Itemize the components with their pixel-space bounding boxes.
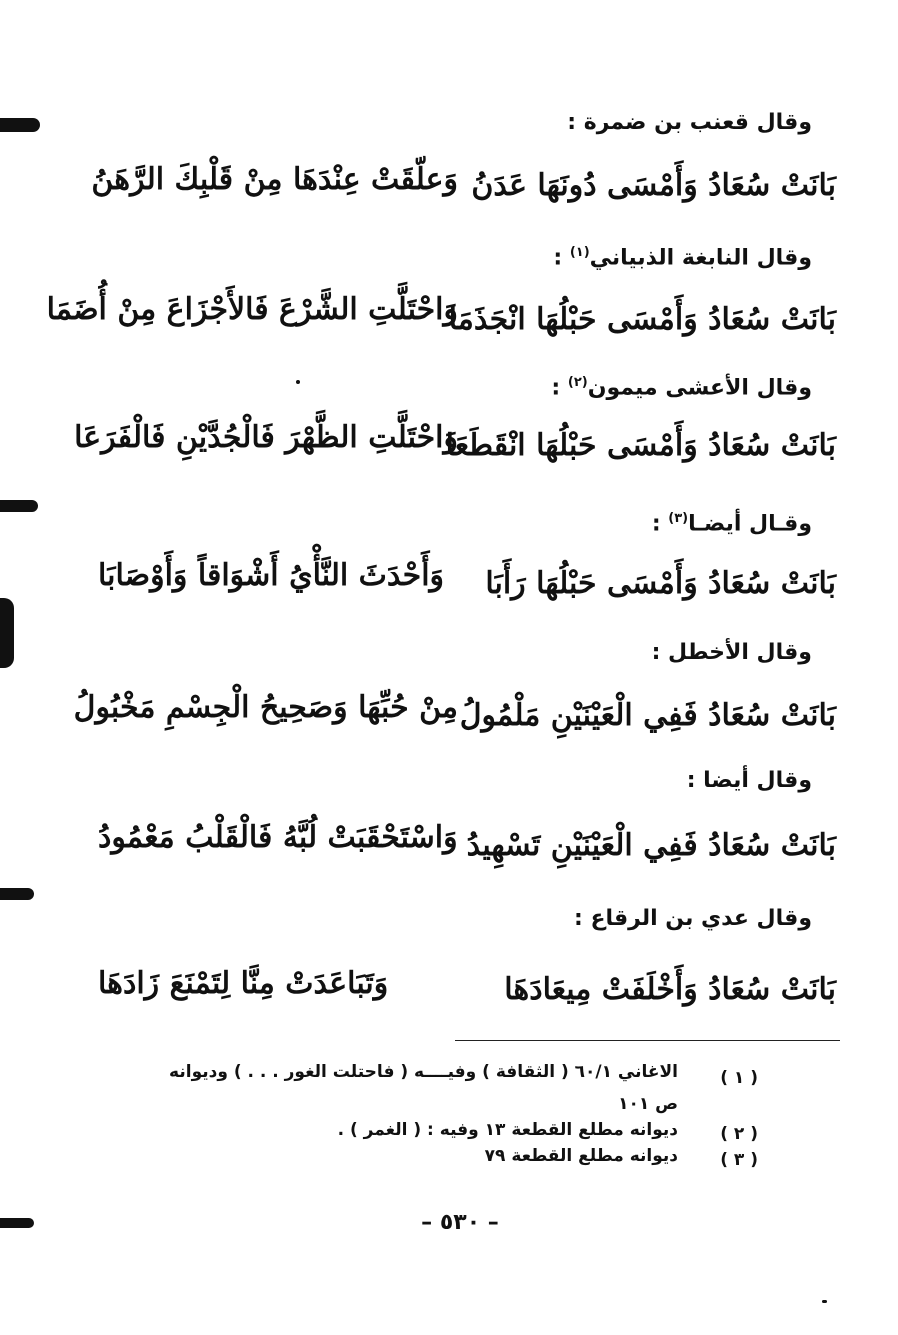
intro-text: وقال عدي بن الرقاع : — [573, 906, 812, 931]
scan-edge-mark — [0, 598, 14, 668]
poet-intro — [292, 766, 812, 796]
intro-colon: : — [553, 245, 570, 271]
scan-edge-mark — [0, 1218, 34, 1228]
footnote-ref: (٢) — [567, 375, 588, 390]
scan-edge-mark — [0, 888, 34, 900]
footnote-text: الاغاني ٦٠/١ ( الثقافة ) وفيــــه ( فاحتلت الغور . . . ) وديوانه — [169, 1062, 678, 1082]
verse-second-hemistich: مِنْ حُبِّهَا وَصَحِيحُ الْجِسْمِ مَخْبُولُ — [73, 690, 458, 725]
verse-second-hemistich: وَتَبَاعَدَتْ مِنَّا لِتَمْنَعَ زَادَهَا — [98, 966, 389, 1001]
verse-second-hemistich: وَاحْتَلَّتِ الشَّرْعَ فَالأَجْزَاعَ مِنْ أُضَمَا — [46, 292, 458, 327]
intro-text: وقال قعنب بن ضمرة : — [567, 110, 812, 135]
verse-second-hemistich: وَاحْتَلَّتِ الظَّهْرَ فَالْجُدَّيْنِ فَالْفَرَعَا — [74, 420, 458, 455]
footnote-continuation: ص ١٠١ — [618, 1094, 678, 1114]
footnote-text: ديوانه مطلع القطعة ٧٩ — [484, 1146, 678, 1166]
intro-text: وقال الأعشى ميمون — [587, 375, 812, 401]
verse-first-hemistich: بَانَتْ سُعَادُ فَفِي الْعَيْنَيْنِ مَلْمُولُ — [459, 698, 836, 733]
intro-text: وقال النابغة الذبياني — [589, 245, 812, 271]
verse-second-hemistich: وَعلّقَتْ عِنْدَهَا مِنْ قَلْبِكَ الرَّهَنُ — [91, 162, 458, 197]
intro-colon: : — [551, 375, 568, 401]
poet-intro — [292, 504, 812, 539]
footnote-ref: (١) — [569, 245, 590, 260]
poet-intro — [292, 904, 812, 934]
verse-first-hemistich: بَانَتْ سُعَادُ وَأَمْسَى حَبْلُهَا انْجَذَمَا — [448, 302, 836, 337]
scan-edge-mark — [0, 118, 40, 132]
verse-first-hemistich: بَانَتْ سُعَادُ وَأَمْسَى دُونَهَا عَدَنُ — [471, 168, 836, 203]
scan-speck — [822, 1300, 827, 1303]
verse-first-hemistich: بَانَتْ سُعَادُ وَأَمْسَى حَبْلُهَا انْقَطَعَا — [445, 428, 836, 463]
intro-text: وقال الأخطل : — [651, 640, 812, 665]
verse-first-hemistich: بَانَتْ سُعَادُ وَأَمْسَى حَبْلُهَا رَأَبَا — [485, 566, 836, 601]
footnote-text: ديوانه مطلع القطعة ١٣ وفيه : ( الغمر ) . — [337, 1120, 678, 1140]
intro-colon: : — [651, 511, 669, 537]
poet-intro — [292, 238, 812, 273]
poet-intro — [292, 108, 812, 138]
scan-edge-mark — [0, 500, 38, 512]
page-number: – ٥٣٠ – — [421, 1210, 499, 1235]
verse-second-hemistich: وَأَحْدَثَ النَّأْيُ أَشْوَاقاً وَأَوْصَابَا — [98, 558, 445, 593]
intro-text: وقال أيضا : — [686, 768, 812, 793]
verse-second-hemistich: وَاسْتَحْقَبَتْ لُبَّهُ فَالْقَلْبُ مَعْمُودُ — [98, 820, 458, 855]
poet-intro — [292, 368, 812, 403]
verse-first-hemistich: بَانَتْ سُعَادُ فَفِي الْعَيْنَيْنِ تَسْهِيدُ — [466, 828, 836, 863]
verse-first-hemistich: بَانَتْ سُعَادُ وَأَخْلَفَتْ مِيعَادَهَا — [504, 972, 836, 1007]
footnote-ref: (٣) — [668, 511, 689, 526]
footnote-number: ( ١ ) — [720, 1068, 758, 1088]
footnote-number: ( ٢ ) — [720, 1124, 758, 1144]
footnote-number: ( ٣ ) — [720, 1150, 758, 1170]
intro-text: وقـال أيضـا — [688, 511, 812, 537]
footnote-divider — [455, 1040, 840, 1041]
poet-intro — [292, 638, 812, 668]
